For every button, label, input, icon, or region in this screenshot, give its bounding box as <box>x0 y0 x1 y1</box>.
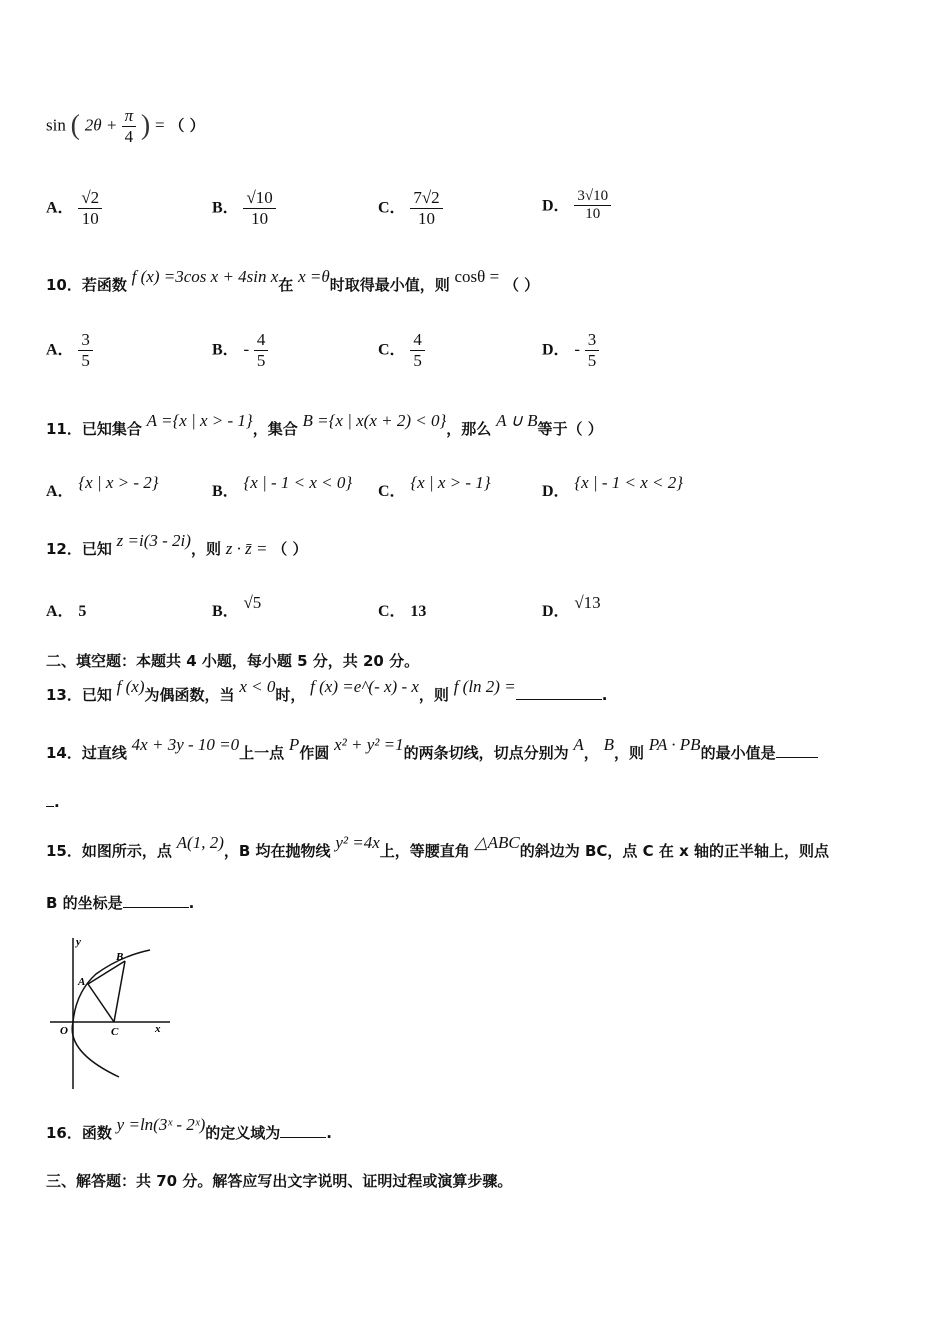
q9-option-c[interactable]: C． $\frac{7√2}{10}$ <box>378 188 443 228</box>
q12-option-d[interactable]: D． √13 <box>542 593 601 620</box>
label-b: B <box>116 951 124 963</box>
q14-answer-blank[interactable] <box>776 743 818 758</box>
question-16: 16．函数 y =ln(3ˣ - 2ˣ)的定义域为 . <box>46 1115 332 1142</box>
q14-answer-blank-cont[interactable] <box>46 792 54 807</box>
label-o: O <box>60 1025 68 1037</box>
q10-option-c[interactable]: C． $\frac{4}{5}$ <box>378 330 425 370</box>
q11-option-a[interactable]: A． {x | x > - 2} <box>46 473 159 500</box>
section-2-heading: 二、填空题：本题共 4 小题，每小题 5 分，共 20 分。 <box>46 652 420 670</box>
segment-ab <box>88 961 125 984</box>
q12-option-c[interactable]: C． 13 <box>378 603 427 620</box>
question-15: 15．如图所示，点 A(1, 2)，B 均在抛物线 y² =4x上，等腰直角 △ABC的斜边为 BC，点 C 在 x 轴的正半轴上，则点 <box>46 833 829 860</box>
q9-pi-over-4: $\frac{\pi}{4}$ <box>122 106 137 146</box>
q11-option-d[interactable]: D． {x | - 1 < x < 2} <box>542 473 684 500</box>
q13-answer-blank[interactable] <box>516 685 602 700</box>
section-3-heading: 三、解答题：共 70 分。解答应写出文字说明、证明过程或演算步骤。 <box>46 1172 513 1190</box>
q9-option-a[interactable]: A． $\frac{√2}{10}$ <box>46 188 102 228</box>
q9-equals: = <box>154 115 165 135</box>
question-10: 10．若函数 f (x) =3cos x + 4sin x在 x =θ时取得最小值，则 cosθ = （ ） <box>46 267 540 294</box>
q9-expression: sin ( 2θ + $\frac{\pi}{4}$ ) = （ ） <box>46 106 205 146</box>
question-12: 12．已知 z =i(3 - 2i)，则 z · z̄ = （ ） <box>46 531 308 558</box>
q9-sin: sin <box>46 115 66 135</box>
q14-continuation: . <box>46 792 910 811</box>
segment-bc <box>114 961 125 1022</box>
q15-figure <box>46 934 176 1094</box>
q9-paren: （ ） <box>169 116 205 135</box>
label-a: A <box>78 976 86 988</box>
q16-answer-blank[interactable] <box>280 1123 326 1138</box>
q9-option-b[interactable]: B． $\frac{√10}{10}$ <box>212 188 276 228</box>
q11-option-c[interactable]: C． {x | x > - 1} <box>378 473 491 500</box>
label-c: C <box>111 1026 119 1038</box>
question-13: 13．已知 f (x)为偶函数，当 x < 0时， f (x) =e^(- x) - x，则 f (ln 2) = . <box>46 677 608 704</box>
question-14: 14．过直线 4x + 3y - 10 =0上一点 P作圆 x² + y² =1的两条切线，切点分别为 A， B，则 PA · PB的最小值是 <box>46 742 910 763</box>
question-11: 11．已知集合 A ={x | x > - 1}，集合 B ={x | x(x + 2) < 0}，那么 A ∪ B等于（ ） <box>46 411 603 438</box>
q11-option-b[interactable]: B． {x | - 1 < x < 0} <box>212 473 353 500</box>
q15-line-2: B 的坐标是 . <box>46 894 195 912</box>
q10-option-d[interactable]: D． - $\frac{3}{5}$ <box>542 330 599 370</box>
q10-option-a[interactable]: A． $\frac{3}{5}$ <box>46 330 93 370</box>
label-x: x <box>155 1023 161 1035</box>
q9-option-d[interactable]: D． $\frac{3√10}{10}$ <box>542 188 611 224</box>
label-y: y <box>76 936 81 948</box>
q12-option-b[interactable]: B． √5 <box>212 593 262 620</box>
segment-ac <box>88 984 114 1022</box>
q15-answer-blank[interactable] <box>123 893 189 908</box>
q10-option-b[interactable]: B． - $\frac{4}{5}$ <box>212 330 268 370</box>
q12-option-a[interactable]: A． 5 <box>46 603 87 620</box>
q9-inner: 2θ + <box>84 115 122 135</box>
